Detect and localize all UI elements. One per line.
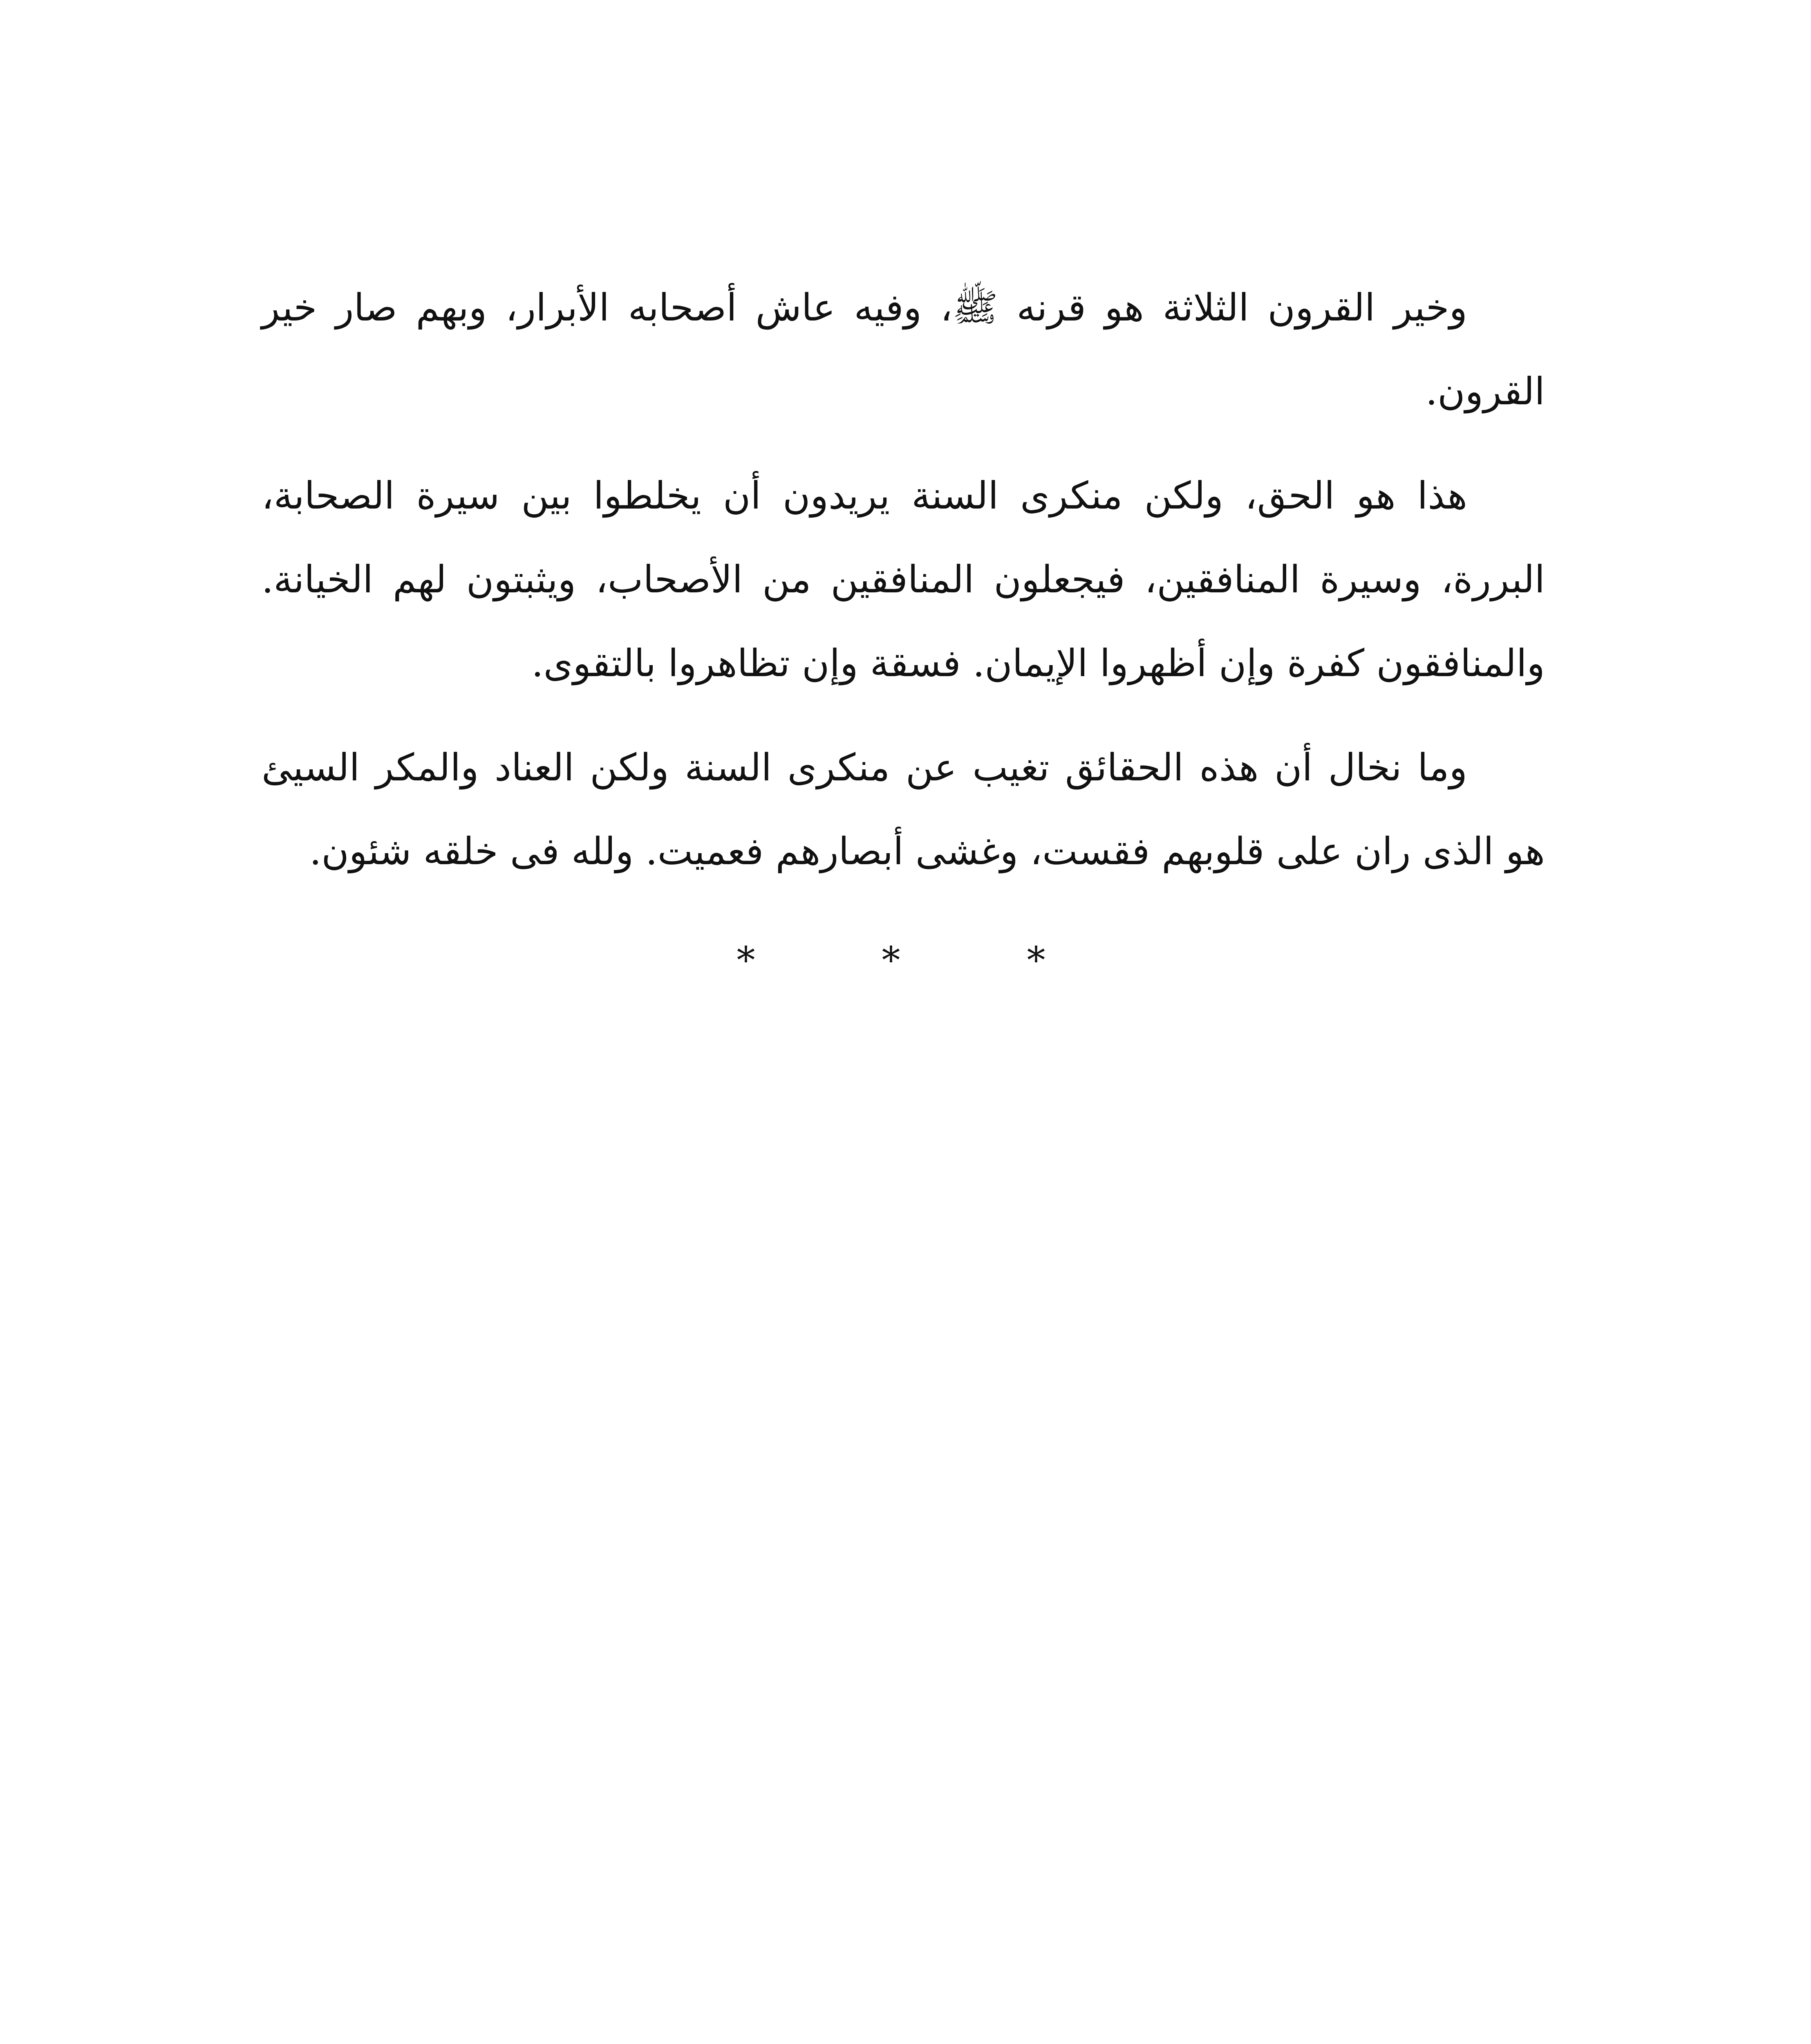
paragraph-1: وخير القرون الثلاثة هو قرنه ﷺ، وفيه عاش أصحابه الأبرار، وبهم صار خير القرون. — [262, 286, 1545, 413]
asterisk-icon: * — [882, 939, 900, 982]
section-separator — [728, 936, 1054, 985]
paragraph-3: وما نخال أن هذه الحقائق تغيب عن منكرى السنة ولكن العناد والمكر السيئ هو الذى ران على قلوبهم فقست، وغشى أبصارهم فعميت. ولله فى خلقه شئون. — [262, 746, 1545, 873]
body-text — [262, 266, 1545, 914]
asterisk-icon: * — [1027, 939, 1045, 982]
asterisk-icon: * — [736, 939, 755, 982]
paragraph-2: هذا هو الحق، ولكن منكرى السنة يريدون أن يخلطوا بين سيرة الصحابة، البررة، وسيرة المنافقين، فيجعلون المنافقين من الأصحاب، ويثبتون لهم الخيانة. والمنافقون كفرة وإن أظهروا الإيمان. فسقة وإن تظاهروا بالتقوى. — [262, 474, 1545, 685]
